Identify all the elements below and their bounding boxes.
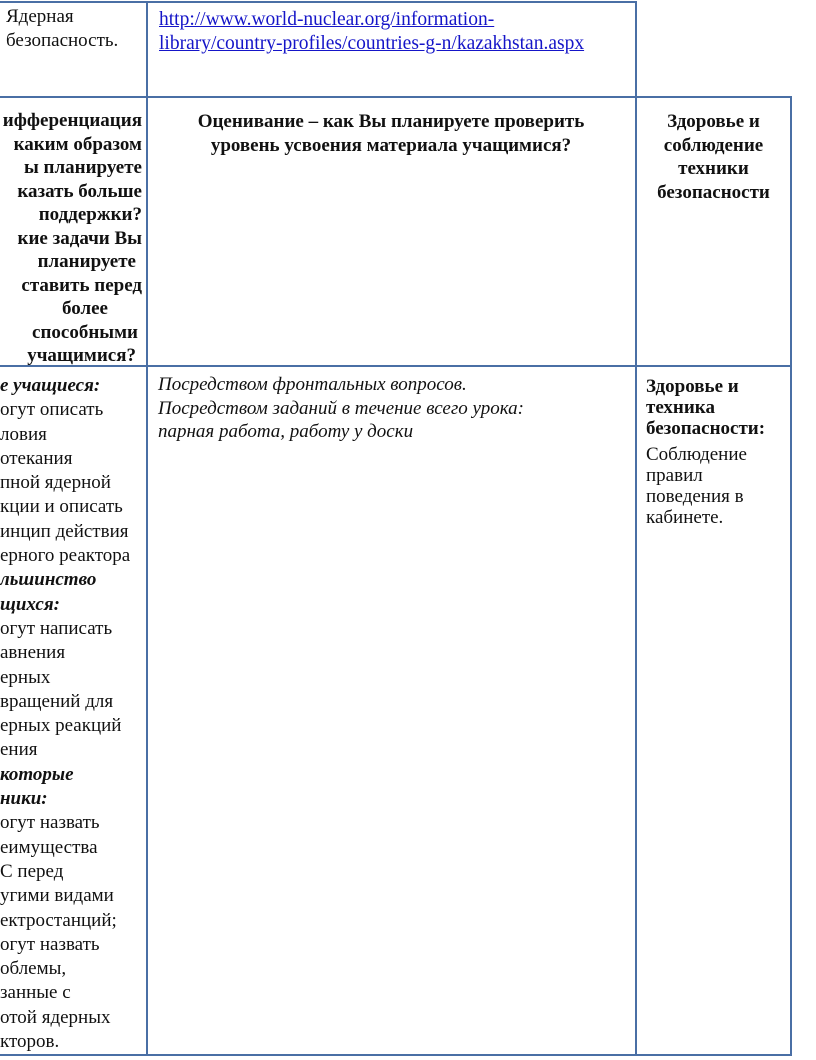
safety-body-text-line: Соблюдение [646,444,747,465]
differentiation-body-line: огут написать [0,617,113,639]
differentiation-header-line: планируете [37,251,136,272]
differentiation-header-line: учащимися? [27,345,136,366]
safety-header-line: соблюдение [663,134,764,156]
differentiation-header [0,109,142,368]
differentiation-body-line: отекания [0,447,73,469]
safety-body-title-line: техника [646,397,715,418]
safety-body-text [646,444,788,528]
differentiation-body-line: кторов. [0,1031,60,1053]
assessment-header-line: уровень усвоения материала учащимися? [210,134,572,156]
table-border-row2 [0,96,792,98]
differentiation-body-line: ловия [0,423,47,445]
safety-body [646,376,788,528]
safety-header-line: техники [678,158,749,179]
table-border-col1 [146,96,148,1056]
differentiation-body-line: ерного реактора [0,545,131,567]
differentiation-body-line: огут описать [0,399,104,421]
differentiation-body-line: занные с [0,982,71,1004]
differentiation-body-line: облемы, [0,958,67,980]
differentiation-body-line: отой ядерных [0,1006,111,1028]
safety-topic-line: безопасность. [6,30,119,51]
differentiation-body-line: огут назвать [0,812,100,834]
differentiation-header-line: казать больше [17,180,142,202]
assessment-body-line: Посредством фронтальных вопросов. [158,374,467,395]
differentiation-group-heading: льшинство [0,569,97,591]
differentiation-body-line: ерных реакций [0,715,122,737]
resource-link-continued[interactable]: library/country-profiles/countries-g-n/kazakhstan.aspx [159,33,585,54]
safety-header [637,110,790,204]
safety-body-title-line: безопасности: [646,418,766,439]
table-border-col1-top [146,1,148,97]
differentiation-body-line: огут назвать [0,933,100,955]
assessment-body-line: Посредством заданий в течение всего урока: [158,397,524,419]
differentiation-body-line: инцип действия [0,520,129,542]
resource-link-cell [159,8,629,56]
safety-topic-line: Ядерная [6,6,74,27]
assessment-body [158,373,634,444]
differentiation-header-line: кие задачи Вы [17,227,142,249]
differentiation-header-line: поддержки? [38,204,142,225]
differentiation-body-line: авнения [0,642,66,664]
differentiation-body-line: угими видами [0,885,114,907]
table-border-top [0,1,637,3]
differentiation-header-line: каким образом [13,133,142,155]
safety-body-text-line: правил [646,465,703,486]
table-border-col2 [635,96,637,1056]
assessment-header [148,110,634,157]
safety-body-text-line: поведения в [646,486,744,507]
table-border-col2-top [635,1,637,97]
differentiation-body-line: ектростанций; [0,909,117,931]
differentiation-header-line: ставить перед [21,274,142,296]
differentiation-body-line: С перед [0,860,64,882]
differentiation-body-line: кции и описать [0,496,123,518]
differentiation-group-heading: ники: [0,788,48,810]
safety-body-title-line: Здоровье и [646,376,739,397]
safety-body-text-line: кабинете. [646,507,724,528]
assessment-header-line: Оценивание – как Вы планируете проверить [197,111,585,132]
resource-link[interactable]: http://www.world-nuclear.org/information- [159,9,495,30]
differentiation-body [0,374,144,1054]
differentiation-group-heading: щихся: [0,593,60,615]
differentiation-header-line: способными [32,321,138,343]
differentiation-group-heading: которые [0,763,74,785]
differentiation-body-line: ерных [0,666,51,688]
table-border-right [790,96,792,1056]
safety-topic-cell [6,5,142,53]
differentiation-header-line: ы планируете [23,157,142,178]
differentiation-body-line: пной ядерной [0,472,111,494]
differentiation-body-line: ения [0,739,38,761]
safety-header-line: безопасности [657,181,770,203]
safety-body-title [646,376,788,439]
differentiation-header-line: ифференциация [2,110,142,131]
differentiation-header-line: более [61,298,108,319]
differentiation-body-line: еимущества [0,836,98,858]
differentiation-body-line: вращений для [0,690,114,712]
assessment-body-line: парная работа, работу у доски [158,421,414,442]
differentiation-group-heading: е учащиеся: [0,375,101,396]
safety-header-line: Здоровье и [667,111,760,132]
